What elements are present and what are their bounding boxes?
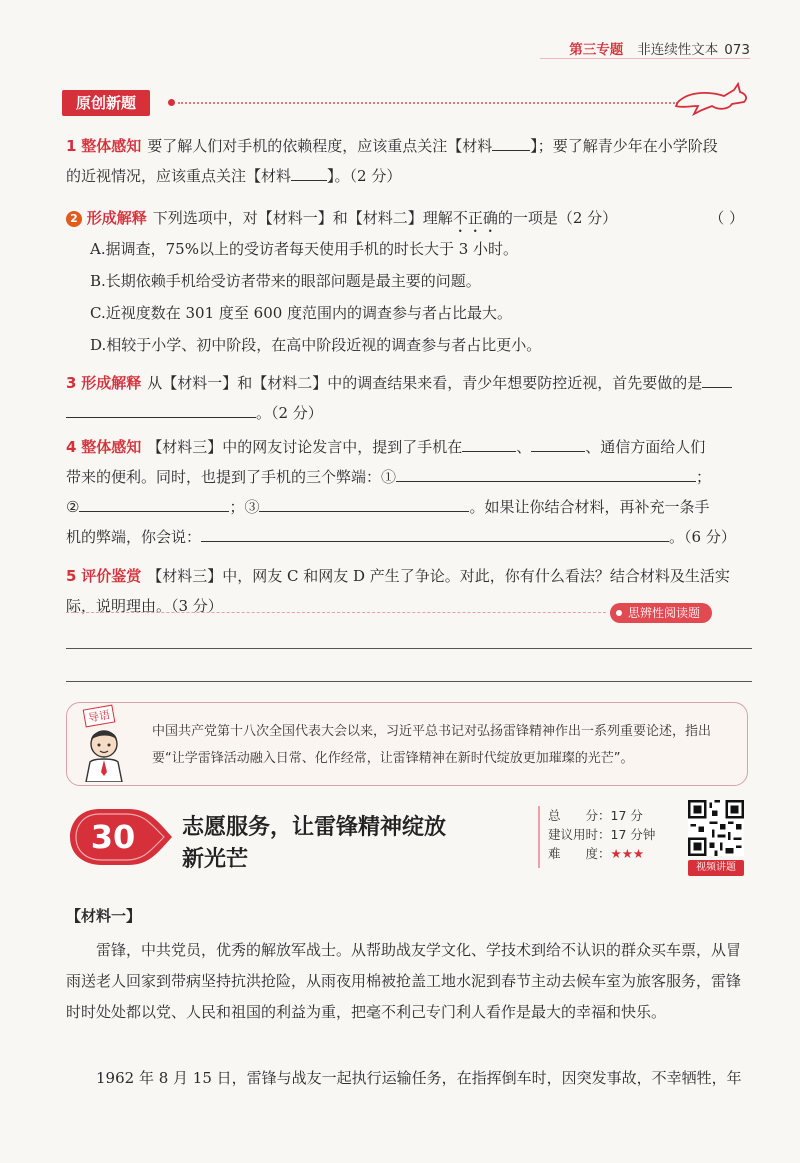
info-label: 难 度： [548,846,611,861]
question-text: 机的弊端，你会说： [66,528,202,546]
question-3 [66,368,752,428]
question-1 [66,131,752,191]
answer-blank[interactable] [66,401,256,418]
question-number: 3 [66,374,77,392]
answer-blank[interactable] [396,465,696,482]
question-text: 、通信方面给人们 [585,438,706,456]
question-text: ② [66,498,80,516]
emphasis-text: 不正确 [452,209,498,227]
answer-blank[interactable] [492,134,530,151]
difficulty-stars: ★★★ [610,846,645,861]
page-number: 073 [724,42,750,58]
section-badge: 原创新题 [62,90,150,116]
header-rule [540,58,750,59]
question-text: 、 [516,438,532,456]
question-text: 。（2 分） [256,404,323,422]
question-4 [66,432,752,552]
material-title: 【材料一】 [66,907,142,925]
question-text: 带来的便利。同时，也提到了手机的三个弊端：① [66,468,397,486]
question-type: 形成解释 [81,374,142,392]
time-value: 17 分钟 [610,827,656,842]
question-text: 下列选项中，对【材料一】和【材料二】理解 [152,209,453,227]
guide-label: 导语 [83,705,116,728]
answer-blank[interactable] [259,495,469,512]
subject-label: 非连续性文本 [637,42,719,58]
cat-icon [672,80,752,116]
answer-line[interactable] [66,681,752,682]
video-label[interactable]: 视频讲题 [688,860,744,876]
question-number: 1 [66,137,77,155]
lesson-title [182,812,446,876]
question-type: 整体感知 [81,137,142,155]
question-number: 4 [66,438,77,456]
lesson-title-line: 新光芒 [182,847,249,872]
question-text: 从【材料一】和【材料二】中的调查结果来看，青少年想要防控近视，首先要做的是 [147,374,703,392]
answer-blank[interactable] [291,164,327,181]
score-value: 17 分 [610,808,643,823]
question-type: 形成解释 [86,209,147,227]
question-text: 【材料三】中的网友讨论发言中，提到了手机在 [147,438,463,456]
lesson-number: 30 [90,818,136,856]
question-text: 【材料三】中，网友 C 和网友 D 产生了争论。对此，你有什么看法？结合材料及生活实 [147,567,730,585]
flame-number-icon: 2 [66,211,82,227]
lesson-info [548,806,655,863]
option-c: C.近视度数在 301 度至 600 度范围内的调查参与者占比最大。 [90,304,513,322]
question-number: 5 [66,567,77,585]
answer-line[interactable] [66,648,752,649]
question-type: 评价鉴赏 [81,567,142,585]
question-2 [66,203,752,236]
question-text: 的一项是（2 分） [497,209,618,227]
answer-blank[interactable] [531,435,585,452]
answer-blank[interactable] [79,495,229,512]
material-paragraph: 1962 年 8 月 15 日，雷锋与战友一起执行运输任务，在指挥倒车时，因突发事故，不幸牺牲，年 [96,1069,742,1087]
question-text: ；③ [229,498,260,516]
option-d: D.相较于小学、初中阶段，在高中阶段近视的调查参与者占比更小。 [90,336,542,354]
qr-code-icon[interactable] [688,800,744,856]
question-type: 整体感知 [81,438,142,456]
answer-paren[interactable]: （ ） [709,209,744,227]
tag-divider [66,612,606,613]
option-a: A.据调查，75%以上的受访者每天使用手机的时长大于 3 小时。 [90,240,519,258]
guide-text: 中国共产党第十八次全国代表大会以来，习近平总书记对弘扬雷锋精神作出一系列重要论述，指出要“让学雷锋活动融入日常、化作经常，让雷锋精神在新时代绽放更加璀璨的光芒”。 [152,724,712,766]
section-label: 第三专题 [569,42,624,58]
option-b: B.长期依赖手机给受访者带来的眼部问题是最主要的问题。 [90,272,481,290]
question-text: ； [696,468,712,486]
answer-blank[interactable] [462,435,516,452]
question-text: 际，说明理由。（3 分） [66,597,223,615]
question-text: 。如果让你结合材料，再补充一条手 [469,498,710,516]
info-label: 建议用时： [548,827,611,842]
info-label: 总 分： [548,808,611,823]
critical-reading-tag: 思辨性阅读题 [610,603,712,623]
answer-blank[interactable] [201,525,669,542]
question-text: 】；要了解青少年在小学阶段 [530,137,718,155]
question-text: 。（6 分） [669,528,736,546]
lesson-title-line: 志愿服务，让雷锋精神绽放 [182,815,447,840]
dotted-divider [178,102,678,104]
badge-dot [168,99,175,106]
page-header [569,38,750,58]
answer-blank[interactable] [702,371,732,388]
question-text: 要了解人们对手机的依赖程度，应该重点关注【材料 [147,137,493,155]
question-text: 的近视情况，应该重点关注【材料 [66,167,292,185]
teacher-illustration-icon [74,722,136,782]
material-paragraph: 雷锋，中共党员，优秀的解放军战士。从帮助战友学文化、学技术到给不认识的群众买车票，从冒雨送老人回家到带病坚持抗洪抢险，从雨夜用棉被抢盖工地水泥到春节主动去候车室为旅客服务，雷锋时时处处都以党、人民和祖国的利益为重，把毫不利己专门利人看作是最大的幸福和快乐。 [66,941,742,1021]
question-text: 】。（2 分） [327,167,402,185]
